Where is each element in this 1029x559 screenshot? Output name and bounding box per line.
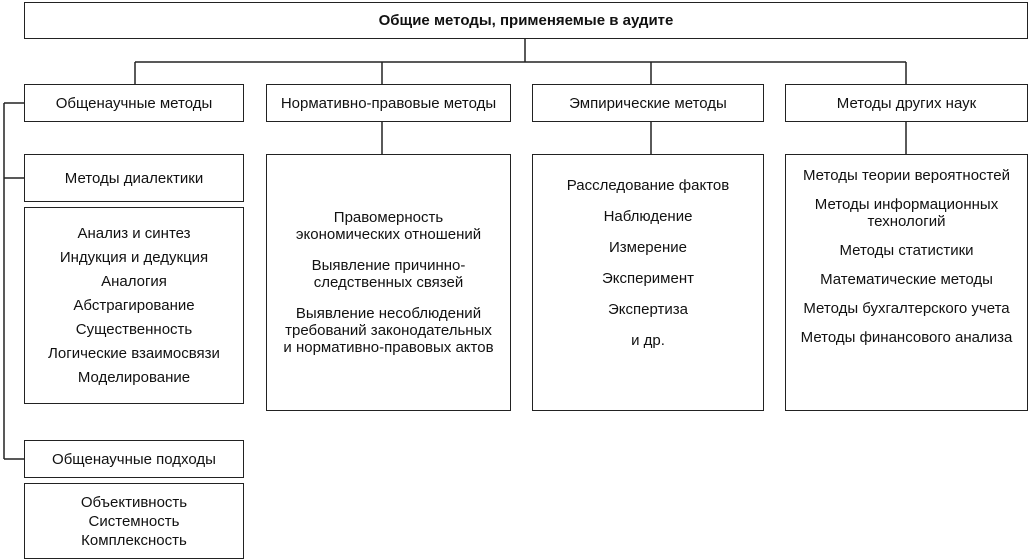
- list-item: Индукция и дедукция: [59, 249, 209, 266]
- list-item: Методы статистики: [839, 242, 974, 259]
- diagram-title: Общие методы, применяемые в аудите: [24, 2, 1028, 39]
- dialectics-list: [24, 207, 244, 404]
- list-item: Математические методы: [820, 271, 993, 288]
- list-item: Измерение: [608, 239, 687, 256]
- list-item: и др.: [631, 332, 665, 349]
- list-item: Методы информационных технологий: [814, 196, 999, 230]
- legal-methods-header: Нормативно-правовые методы: [266, 84, 511, 122]
- list-item: Абстрагирование: [73, 297, 195, 314]
- legal-methods-list: [266, 154, 511, 411]
- list-item: Выявление несоблюдений требований законодательных и нормативно-правовых актов: [283, 305, 494, 356]
- list-item: Моделирование: [77, 369, 191, 386]
- list-item: Выявление причинно-следственных связей: [311, 257, 466, 291]
- list-item: Эксперимент: [601, 270, 694, 287]
- dialectics-header: Методы диалектики: [24, 154, 244, 202]
- approaches-header: Общенаучные подходы: [24, 440, 244, 478]
- list-item: Существенность: [75, 321, 193, 338]
- list-item: Методы финансового анализа: [800, 329, 1013, 346]
- list-item: Методы теории вероятностей: [803, 167, 1010, 184]
- list-item: Объективность: [80, 493, 188, 511]
- list-item: Экспертиза: [608, 301, 688, 318]
- list-item: Аналогия: [101, 273, 167, 290]
- list-item: Логические взаимосвязи: [48, 345, 220, 362]
- other-sciences-list: [785, 154, 1028, 411]
- list-item: Методы бухгалтерского учета: [803, 300, 1010, 317]
- list-item: Анализ и синтез: [77, 225, 191, 242]
- list-item: Наблюдение: [603, 208, 693, 225]
- list-item: Комплексность: [81, 531, 187, 549]
- other-sciences-header: Методы других наук: [785, 84, 1028, 122]
- empirical-methods-list: [532, 154, 764, 411]
- approaches-list: [24, 483, 244, 559]
- empirical-methods-header: Эмпирические методы: [532, 84, 764, 122]
- list-item: Системность: [88, 512, 180, 530]
- list-item: Расследование фактов: [566, 177, 730, 194]
- general-methods-header: Общенаучные методы: [24, 84, 244, 122]
- list-item: Правомерность экономических отношений: [295, 209, 482, 243]
